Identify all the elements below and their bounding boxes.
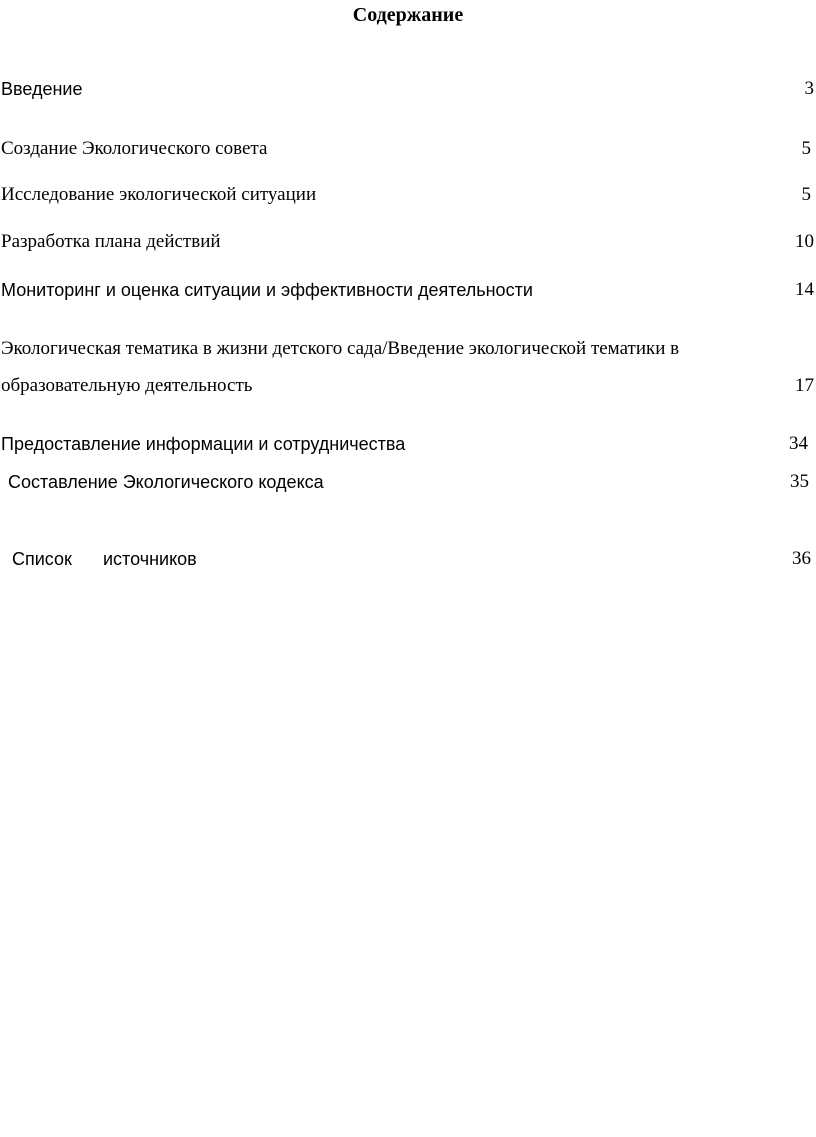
toc-entry-sources-word2: источников (103, 549, 197, 569)
toc-entry-eco-topics-line1: Экологическая тематика в жизни детского сада/Введение экологической тематики в (1, 338, 680, 359)
toc-page-eco-topics: 17 (795, 375, 814, 396)
toc-entry-sources-word1: Список (12, 549, 72, 569)
toc-entry-monitoring: Мониторинг и оценка ситуации и эффективности деятельности (1, 280, 533, 300)
toc-page-eco-research: 5 (801, 184, 811, 205)
toc-entry-information: Предоставление информации и сотрудничества (1, 434, 406, 454)
toc-page-eco-code: 35 (790, 471, 809, 492)
toc-page-monitoring: 14 (795, 279, 814, 300)
toc-page-eco-council: 5 (801, 138, 811, 159)
toc-page-sources: 36 (792, 548, 811, 569)
page-title: Содержание (352, 4, 464, 26)
toc-page-information: 34 (789, 433, 808, 454)
toc-entry-action-plan: Разработка плана действий (1, 231, 221, 252)
toc-entry-eco-topics-line2: образовательную деятельность (1, 375, 253, 396)
toc-entry-introduction: Введение (1, 79, 83, 99)
toc-page-action-plan: 10 (795, 231, 814, 252)
toc-entry-eco-research: Исследование экологической ситуации (1, 184, 317, 205)
toc-page-introduction: 3 (804, 78, 814, 99)
toc-entry-eco-code: Составление Экологического кодекса (8, 472, 324, 492)
toc-entry-eco-council: Создание Экологического совета (1, 138, 268, 159)
